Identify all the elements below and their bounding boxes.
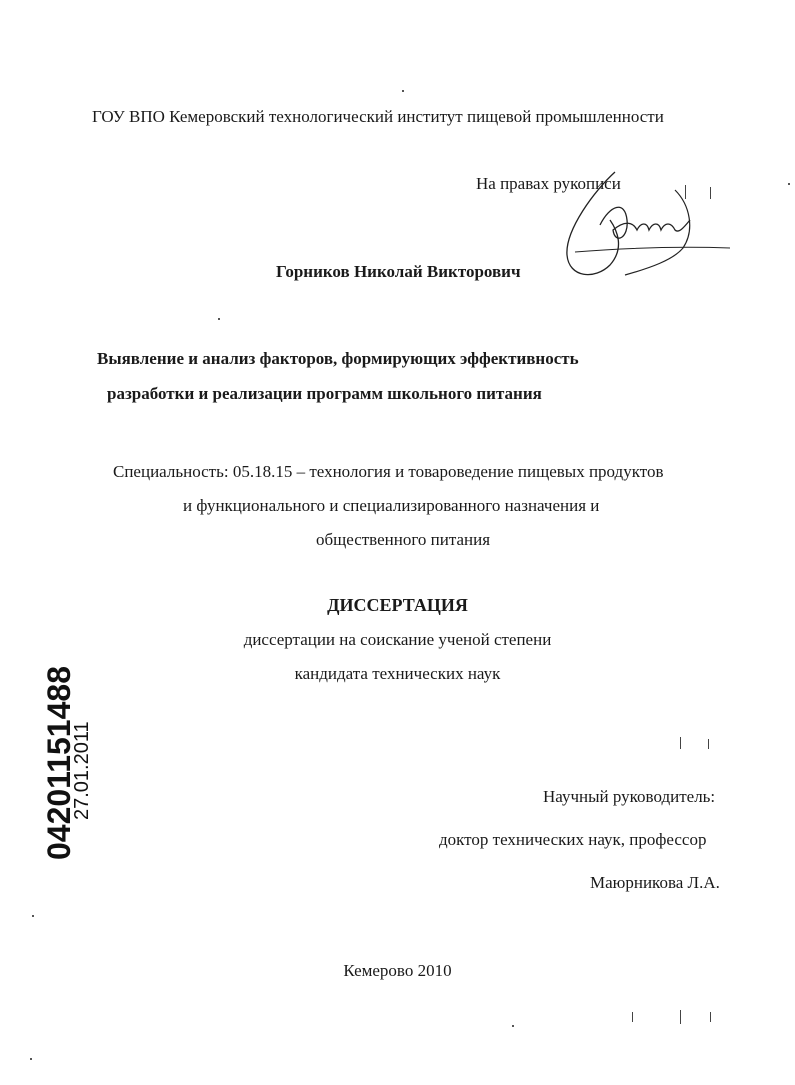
dissertation-title-line-2: разработки и реализации программ школьного питания xyxy=(107,384,542,403)
supervisor-name: Маюрникова Л.А. xyxy=(590,873,720,892)
scan-mark xyxy=(680,737,681,749)
scan-mark xyxy=(685,185,686,199)
document-type: ДИССЕРТАЦИЯ xyxy=(327,595,468,615)
stamp-date: 27.01.2011 xyxy=(71,721,93,820)
scan-mark xyxy=(710,187,711,199)
specialty-line-1: Специальность: 05.18.15 – технология и товароведение пищевых продуктов xyxy=(113,462,664,481)
specialty-line-3: общественного питания xyxy=(316,530,491,549)
scan-mark xyxy=(708,739,709,749)
manuscript-rights-label: На правах рукописи xyxy=(476,174,621,193)
degree-line-1: диссертации на соискание ученой степени xyxy=(243,630,552,649)
scan-mark xyxy=(680,1010,681,1024)
scan-mark xyxy=(632,1012,633,1022)
city-year: Кемерово 2010 xyxy=(343,961,452,980)
scan-dot xyxy=(512,1025,514,1027)
organization-header: ГОУ ВПО Кемеровский технологический институт пищевой промышленности xyxy=(92,107,664,126)
scan-dot xyxy=(30,1058,32,1060)
author-name: Горников Николай Викторович xyxy=(276,262,521,281)
scan-dot xyxy=(218,318,220,320)
scan-dot xyxy=(788,183,790,185)
scan-dot xyxy=(32,915,34,917)
dissertation-title-line-1: Выявление и анализ факторов, формирующих эффективность xyxy=(97,349,579,368)
supervisor-label: Научный руководитель: xyxy=(543,787,716,806)
scan-mark xyxy=(710,1012,711,1022)
supervisor-title: доктор технических наук, профессор xyxy=(439,830,707,849)
stamp-number: 04201151488 xyxy=(41,666,77,860)
library-stamp xyxy=(20,630,93,860)
scan-dot xyxy=(402,90,404,92)
author-signature xyxy=(555,160,735,285)
degree-line-2: кандидата технических наук xyxy=(294,664,501,683)
specialty-line-2: и функционального и специализированного назначения и xyxy=(183,496,600,515)
